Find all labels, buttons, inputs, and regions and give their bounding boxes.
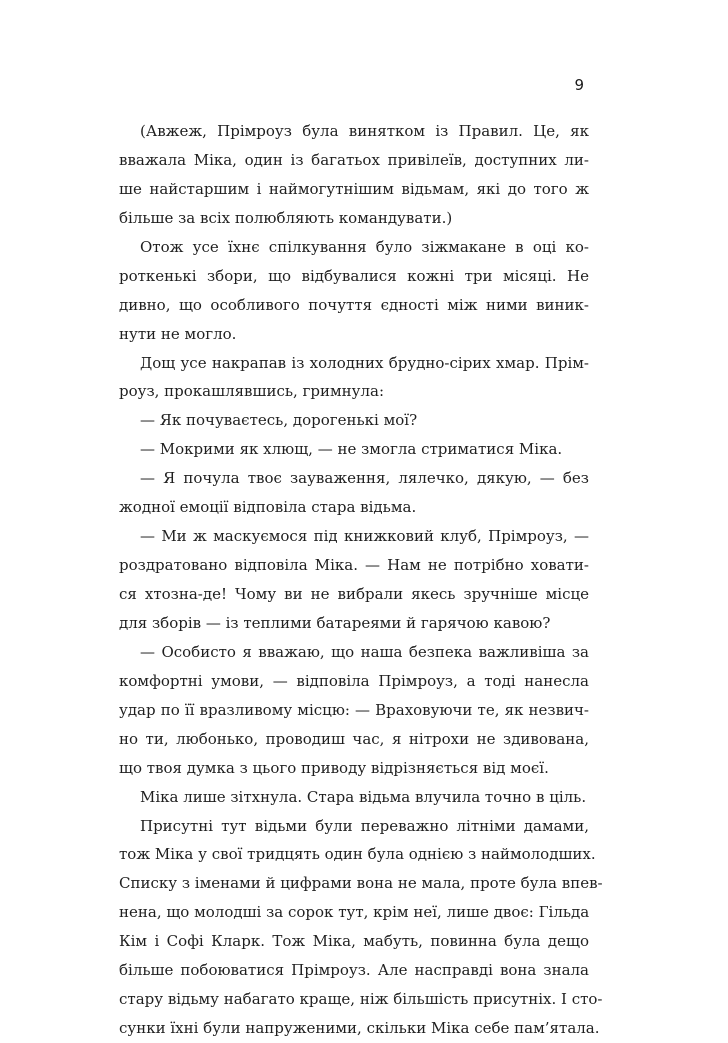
text-line: що твоя думка з цього приводу відрізняється від моєї. <box>119 758 549 777</box>
text-line: но ти, любонько, проводиш час, я нітрохи не здивована, <box>119 729 589 748</box>
text-line: ся хтозна-де! Чому ви не вибрали якесь зручніше місце <box>119 585 589 603</box>
text-line: удар по її вразливому місцю: — Враховуючи те, як незвич- <box>119 700 589 719</box>
text-line: (Авжеж, Прімроуз була винятком із Правил. Це, як <box>140 122 589 140</box>
body-text <box>119 117 603 1043</box>
text-line: Міка лише зітхнула. Стара відьма влучила точно в ціль. <box>140 787 587 806</box>
page-number: 9 <box>574 76 584 94</box>
text-line: роткенькі збори, що відбувалися кожні три місяці. Не <box>119 266 589 285</box>
text-line: Присутні тут відьми були переважно літніми дамами, <box>140 816 589 835</box>
text-line: тож Міка у свої тридцять один була однією з наймолодших. <box>119 845 596 864</box>
text-line: сунки їхні були напруженими, скільки Міка себе пам’ятала. <box>119 1019 600 1038</box>
text-line: Отож усе їхнє спілкування було зіжмакане в оці ко- <box>140 237 589 256</box>
text-line: — Я почула твоє зауваження, лялечко, дякую, — без <box>140 469 589 488</box>
text-line: нути не могло. <box>119 324 237 343</box>
text-line: роуз, прокашлявшись, гримнула: <box>119 382 385 401</box>
text-line: стару відьму набагато краще, ніж більшість присутніх. І сто- <box>119 990 603 1009</box>
text-line: роздратовано відповіла Міка. — Нам не потрібно ховати- <box>119 556 589 575</box>
text-line: ше найстаршим і наймогутнішим відьмам, які до того ж <box>119 179 589 198</box>
text-line: більше за всіх полюбляють командувати.) <box>119 208 453 227</box>
text-line: — Ми ж маскуємося під книжковий клуб, Прімроуз, — <box>140 527 589 546</box>
text-line: Списку з іменами й цифрами вона не мала, проте була впев- <box>119 874 603 893</box>
text-line: нена, що молодші за сорок тут, крім неї, лише двоє: Гільда <box>119 903 590 922</box>
text-line: Кім і Софі Кларк. Тож Міка, мабуть, повинна була дещо <box>119 932 589 951</box>
text-line: Дощ усе накрапав із холодних брудно-сірих хмар. Прім- <box>140 353 589 372</box>
text-line: більше побоюватися Прімроуз. Але насправді вона знала <box>119 961 589 980</box>
text-line: — Особисто я вважаю, що наша безпека важливіша за <box>140 642 589 661</box>
text-line: жодної емоції відповіла стара відьма. <box>119 498 417 517</box>
text-line: дивно, що особливого почуття єдності між ними виник- <box>119 295 589 314</box>
text-line: комфортні умови, — відповіла Прімроуз, а тоді нанесла <box>119 671 589 690</box>
text-line: — Як почуваєтесь, дорогенькі мої? <box>140 411 418 430</box>
text-line: вважала Міка, один із багатьох привілеїв, доступних ли- <box>119 150 589 169</box>
text-line: — Мокрими як хлющ, — не змогла стриматися Міка. <box>140 440 563 459</box>
text-line: для зборів — із теплими батареями й гарячою кавою? <box>119 613 551 632</box>
